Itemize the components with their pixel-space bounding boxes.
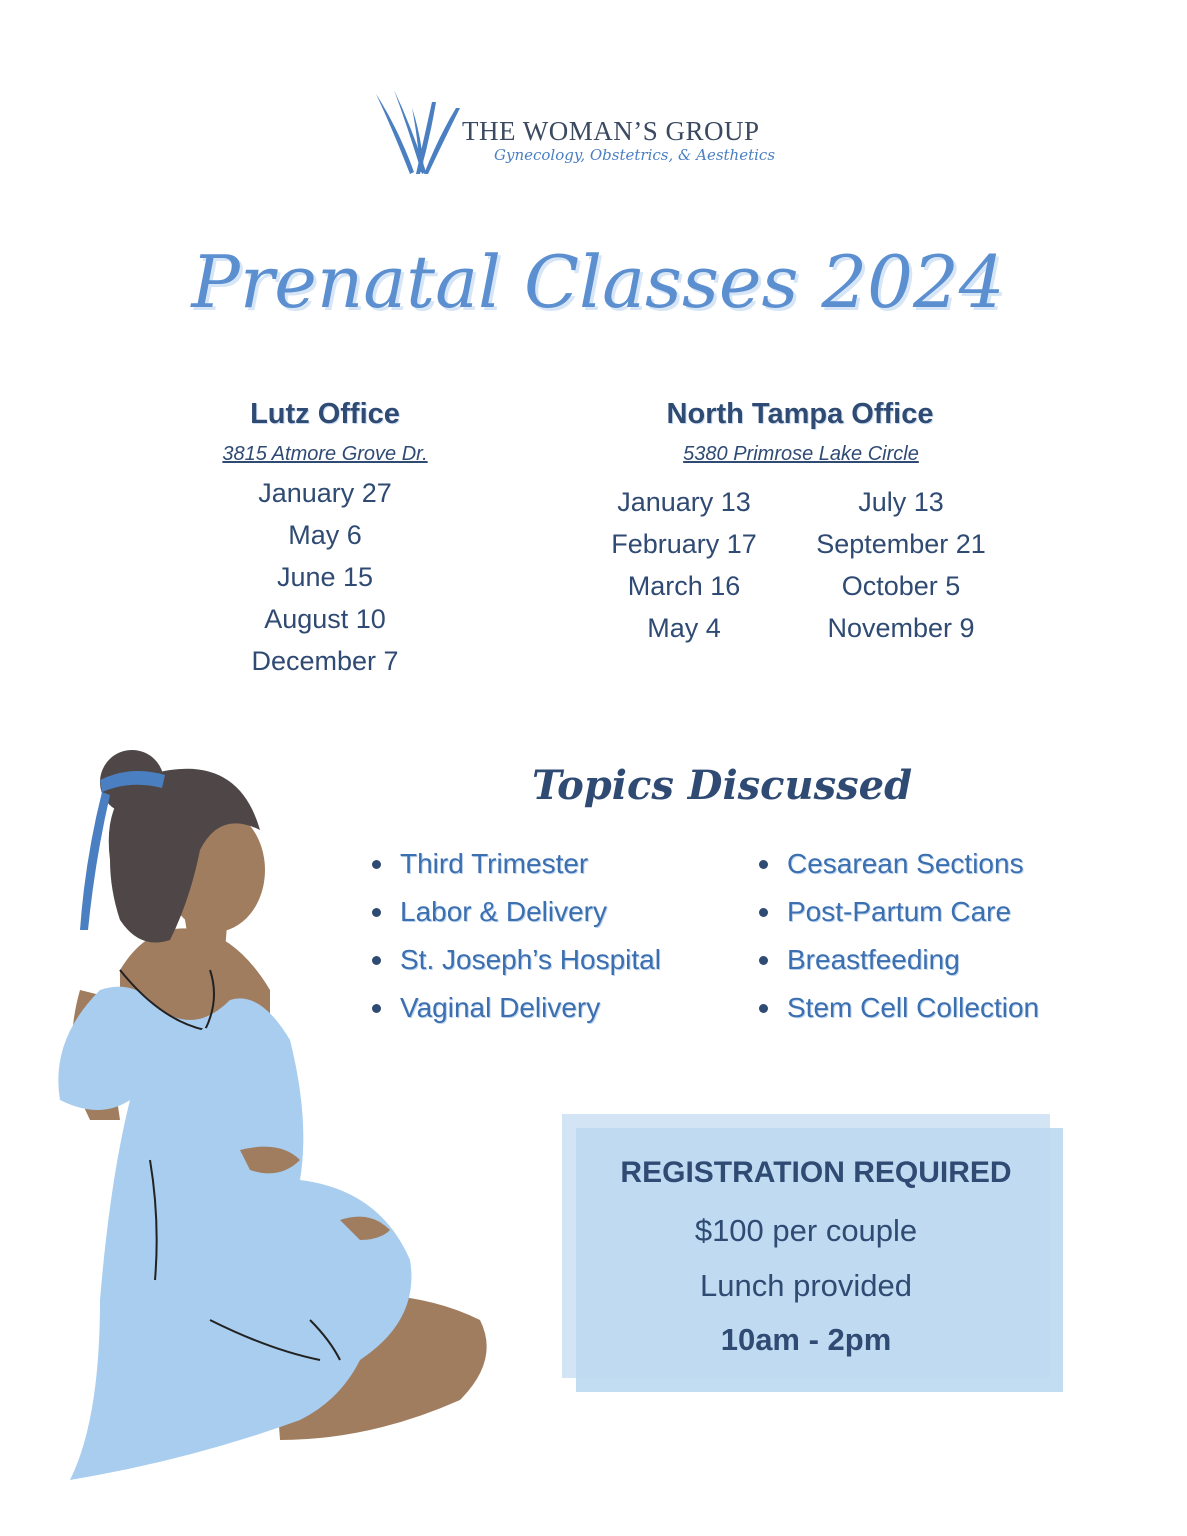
topic-item [372,984,661,1032]
topic-label: Post-Partum Care [787,896,1012,927]
registration-time: 10am - 2pm [720,1322,892,1357]
bullet-icon [759,908,768,917]
registration-heading: REGISTRATION REQUIRED [620,1156,1012,1189]
topic-label: Vaginal Delivery [400,992,601,1023]
date-item: September 21 [816,529,986,559]
bullet-icon [372,908,381,917]
page-title: Prenatal Classes 2024 [191,240,1005,324]
topic-item [372,840,661,888]
north-tampa-dates-col1 [611,481,757,649]
date-item: October 5 [841,571,961,601]
bullet-icon [759,956,768,965]
date-item: January 27 [258,478,392,508]
date-item: January 13 [617,487,751,517]
north-tampa-dates-col2 [816,481,986,649]
topic-label: Stem Cell Collection [787,992,1040,1023]
date-item: March 16 [627,571,741,601]
topic-label: Breastfeeding [787,944,960,975]
date-item: November 9 [827,613,975,643]
date-item: December 7 [251,646,399,676]
date-item: February 17 [611,529,757,559]
lutz-dates-list [251,472,398,682]
topic-item [759,888,1039,936]
date-item: August 10 [264,604,386,634]
registration-price: $100 per couple [694,1213,918,1248]
topic-label: Cesarean Sections [787,848,1024,879]
date-item: July 13 [858,487,944,517]
bullet-icon [372,956,381,965]
lutz-office-address: 3815 Atmore Grove Dr. [222,443,428,465]
logo-w-icon [372,88,462,178]
topic-item [372,936,661,984]
date-item: May 4 [647,613,721,643]
date-item: June 15 [276,562,374,592]
topics-heading: Topics Discussed [531,762,913,809]
north-tampa-office-heading: North Tampa Office [666,398,934,430]
topic-label: Third Trimester [400,848,589,879]
registration-lunch: Lunch provided [700,1268,912,1303]
topic-item [372,888,661,936]
date-item: May 6 [288,520,362,550]
north-tampa-office-address: 5380 Primrose Lake Circle [683,443,919,465]
topic-label: Labor & Delivery [400,896,607,927]
lutz-office-heading: Lutz Office [250,398,400,430]
bullet-icon [372,1004,381,1013]
topic-item [759,984,1039,1032]
bullet-icon [372,860,381,869]
brand-tagline: Gynecology, Obstetrics, & Aesthetics [494,146,776,164]
bullet-icon [759,1004,768,1013]
topic-item [759,936,1039,984]
topic-label: St. Joseph’s Hospital [400,944,661,975]
brand-name: THE WOMAN’S GROUP [462,116,760,146]
topics-right-list [759,840,1039,1032]
topics-left-list [372,840,661,1032]
bullet-icon [759,860,768,869]
topic-item [759,840,1039,888]
